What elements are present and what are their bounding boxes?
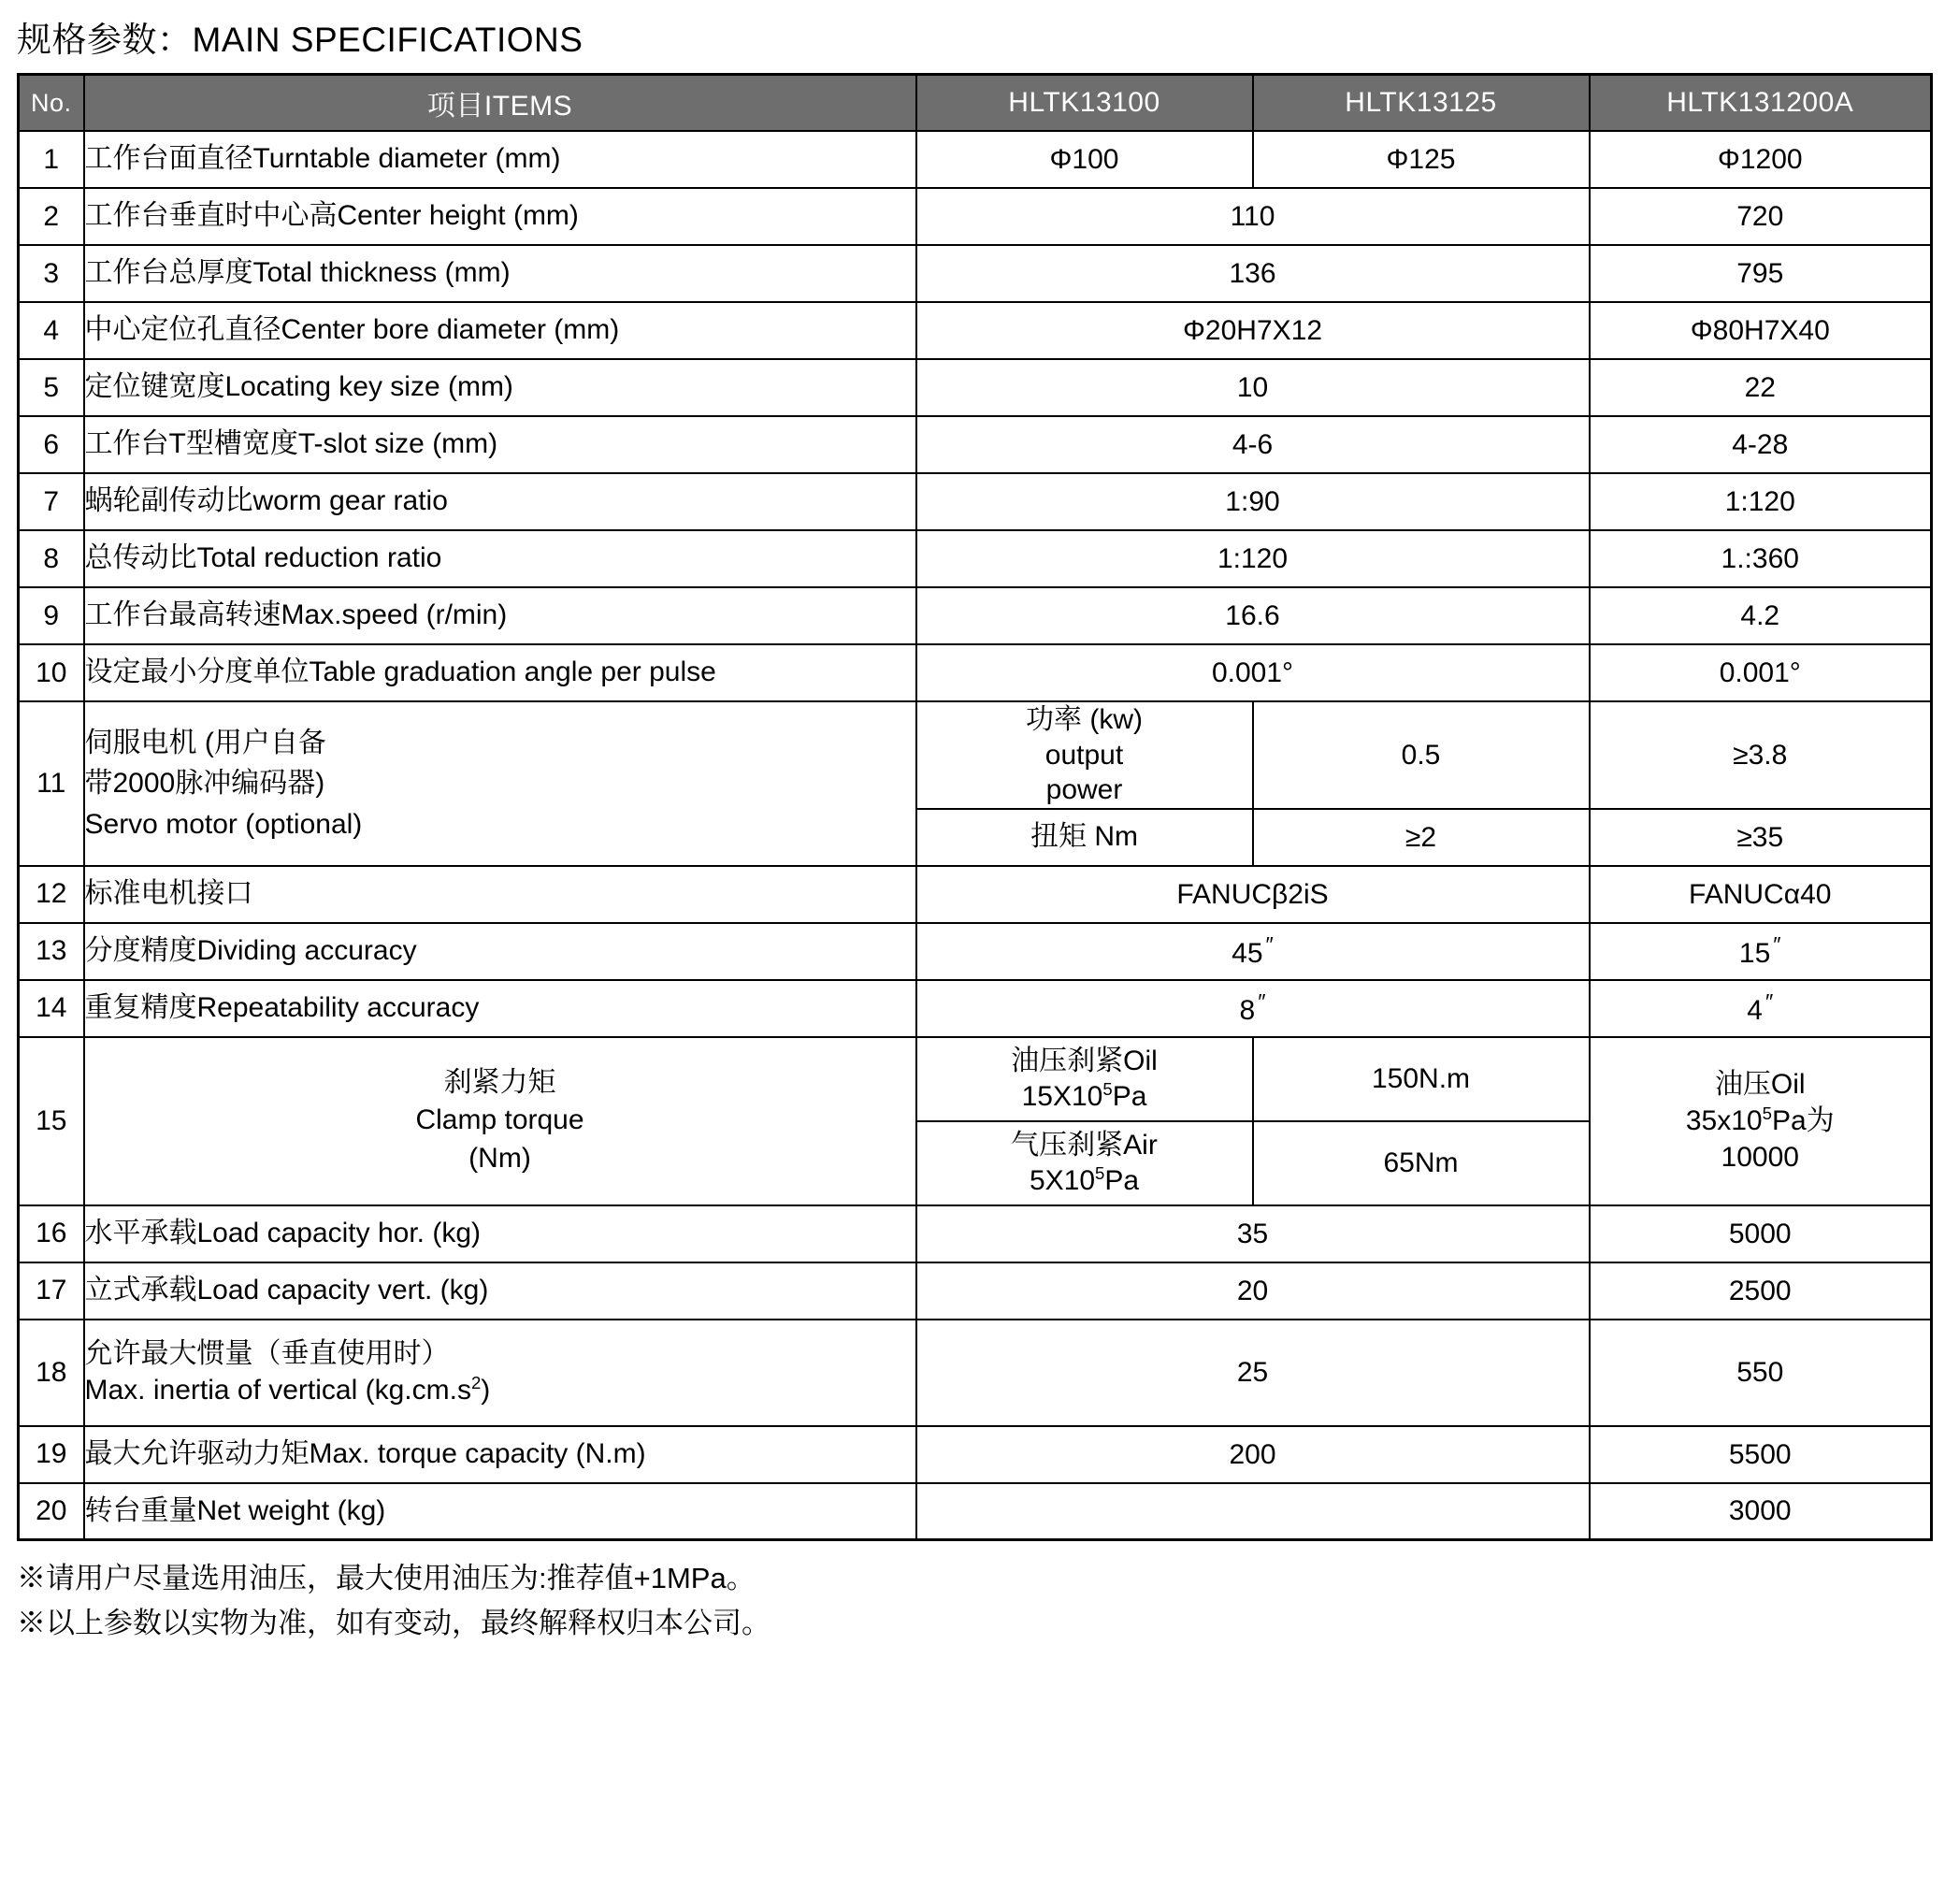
table-row	[19, 416, 1932, 473]
clamp-air-line1: 气压刹紧Air	[1011, 1129, 1158, 1161]
header-hltk13100: HLTK13100	[916, 75, 1253, 132]
row-value-ab	[916, 1483, 1590, 1540]
row-value-c: Φ1200	[1590, 131, 1932, 188]
row-item: 中心定位孔直径Center bore diameter (mm)	[84, 302, 916, 359]
row-no: 19	[19, 1426, 84, 1483]
row-value-ab: 1:120	[916, 530, 1590, 587]
clamp-oil-pressure-post: Pa	[1112, 1081, 1147, 1112]
row-value-c: 795	[1590, 245, 1932, 302]
row-no: 6	[19, 416, 84, 473]
servo-torque-value-ab: ≥2	[1253, 809, 1590, 866]
servo-power-line3: power	[1045, 774, 1123, 805]
table-row	[19, 1205, 1932, 1262]
row-no: 13	[19, 923, 84, 980]
table-row	[19, 188, 1932, 245]
table-row	[19, 1262, 1932, 1320]
page-title: 规格参数：MAIN SPECIFICATIONS	[17, 21, 583, 59]
row-value-ab: 1:90	[916, 473, 1590, 530]
table-row-clamp-oil	[19, 1037, 1932, 1121]
row-item: 最大允许驱动力矩Max. torque capacity (N.m)	[84, 1426, 916, 1483]
header-no: No.	[19, 75, 84, 132]
row-no: 15	[19, 1037, 84, 1205]
table-row	[19, 1483, 1932, 1540]
servo-motor-label	[84, 701, 916, 866]
table-row	[19, 980, 1932, 1037]
row-value-c-unit: ″	[1773, 932, 1781, 957]
row-value-ab	[916, 980, 1590, 1037]
table-row	[19, 302, 1932, 359]
table-row	[19, 530, 1932, 587]
row-no: 3	[19, 245, 84, 302]
row-value-ab: 16.6	[916, 587, 1590, 644]
header-items: 项目ITEMS	[84, 75, 916, 132]
servo-output-power-label	[916, 701, 1253, 809]
inertia-item-label	[84, 1320, 916, 1426]
row-value-c-unit: ″	[1765, 989, 1774, 1014]
clamp-torque-label	[84, 1037, 916, 1205]
footnote-1: ※请用户尽量选用油压，最大使用油压为:推荐值+1MPa。	[17, 1562, 756, 1594]
row-no: 18	[19, 1320, 84, 1426]
row-value-ab: 35	[916, 1205, 1590, 1262]
row-item: 工作台最高转速Max.speed (r/min)	[84, 587, 916, 644]
row-value-c: 1:120	[1590, 473, 1932, 530]
clamp-oil-line1: 油压刹紧Oil	[1011, 1045, 1158, 1076]
row-value-c: 4.2	[1590, 587, 1932, 644]
row-value-c: Φ80H7X40	[1590, 302, 1932, 359]
row-no: 9	[19, 587, 84, 644]
servo-power-line2: output	[1044, 739, 1124, 771]
row-value-ab: FANUCβ2iS	[916, 866, 1590, 923]
row-no: 1	[19, 131, 84, 188]
row-value-c	[1590, 923, 1932, 980]
row-value-ab-unit: ″	[1265, 932, 1274, 957]
row-no: 12	[19, 866, 84, 923]
row-no: 5	[19, 359, 84, 416]
table-row	[19, 245, 1932, 302]
row-no: 8	[19, 530, 84, 587]
servo-label-line3: Servo motor (optional)	[84, 808, 363, 840]
clamp-air-pressure-sup: 5	[1095, 1163, 1105, 1183]
row-item: 分度精度Dividing accuracy	[84, 923, 916, 980]
row-value-c: 3000	[1590, 1483, 1932, 1540]
row-value-c-text: 15	[1738, 938, 1771, 969]
specifications-table	[17, 73, 1933, 1541]
table-row	[19, 131, 1932, 188]
table-row	[19, 1426, 1932, 1483]
row-item: 水平承载Load capacity hor. (kg)	[84, 1205, 916, 1262]
servo-power-line1: 功率 (kw)	[1026, 704, 1143, 735]
row-value-c: 0.001°	[1590, 644, 1932, 701]
row-value-ab: 200	[916, 1426, 1590, 1483]
row-value-c	[1590, 980, 1932, 1037]
row-value-c: 1.:360	[1590, 530, 1932, 587]
row-value-c: 2500	[1590, 1262, 1932, 1320]
inertia-line2-pre: Max. inertia of vertical (kg.cm.s	[84, 1375, 471, 1406]
table-row	[19, 359, 1932, 416]
row-no: 2	[19, 188, 84, 245]
header-hltk13125: HLTK13125	[1253, 75, 1590, 132]
row-value-ab: Φ20H7X12	[916, 302, 1590, 359]
row-value-ab: 20	[916, 1262, 1590, 1320]
clamp-oil-pressure-sup: 5	[1102, 1079, 1113, 1099]
row-value-c-text: 4	[1747, 995, 1763, 1026]
servo-power-value-c: ≥3.8	[1590, 701, 1932, 809]
clamp-air-pressure-post: Pa	[1104, 1165, 1140, 1196]
table-row-servo-power	[19, 701, 1932, 809]
row-no: 14	[19, 980, 84, 1037]
clamp-label-line3: (Nm)	[468, 1142, 531, 1174]
clamp-air-value-ab: 65Nm	[1253, 1121, 1590, 1205]
row-value-ab-text: 8	[1239, 995, 1256, 1026]
row-item: 标准电机接口	[84, 866, 916, 923]
servo-torque-label: 扭矩 Nm	[916, 809, 1253, 866]
row-item: 定位键宽度Locating key size (mm)	[84, 359, 916, 416]
row-value-ab-unit: ″	[1258, 989, 1266, 1014]
row-value-ab: 136	[916, 245, 1590, 302]
clamp-air-label	[916, 1121, 1253, 1205]
table-row-inertia	[19, 1320, 1932, 1426]
row-item: 立式承载Load capacity vert. (kg)	[84, 1262, 916, 1320]
inertia-line2-post: )	[481, 1375, 491, 1406]
row-no: 11	[19, 701, 84, 866]
row-value-ab: 4-6	[916, 416, 1590, 473]
table-row	[19, 644, 1932, 701]
header-hltk131200a: HLTK131200A	[1590, 75, 1932, 132]
row-value-ab: 110	[916, 188, 1590, 245]
row-no: 4	[19, 302, 84, 359]
row-no: 7	[19, 473, 84, 530]
table-row	[19, 923, 1932, 980]
row-item: 工作台垂直时中心高Center height (mm)	[84, 188, 916, 245]
row-no: 16	[19, 1205, 84, 1262]
row-value-ab: 25	[916, 1320, 1590, 1426]
row-value-c: 720	[1590, 188, 1932, 245]
row-item: 转台重量Net weight (kg)	[84, 1483, 916, 1540]
row-value-c: FANUCα40	[1590, 866, 1932, 923]
row-item: 工作台面直径Turntable diameter (mm)	[84, 131, 916, 188]
row-value-b: Φ125	[1253, 131, 1590, 188]
servo-label-line2: 带2000脉冲编码器)	[84, 768, 325, 799]
clamp-oil-label	[916, 1037, 1253, 1121]
servo-torque-value-c: ≥35	[1590, 809, 1932, 866]
row-value-ab-text: 45	[1232, 938, 1263, 969]
row-item: 工作台总厚度Total thickness (mm)	[84, 245, 916, 302]
row-no: 17	[19, 1262, 84, 1320]
row-value-c: 4-28	[1590, 416, 1932, 473]
inertia-line2-sup: 2	[470, 1373, 482, 1392]
clamp-c-pressure-post: Pa为	[1771, 1105, 1835, 1136]
clamp-oil-value-ab: 150N.m	[1253, 1037, 1590, 1121]
row-value-ab	[916, 923, 1590, 980]
footnote-2: ※以上参数以实物为准，如有变动，最终解释权归本公司。	[17, 1607, 771, 1640]
row-value-c: 5000	[1590, 1205, 1932, 1262]
clamp-label-line1: 刹紧力矩	[443, 1066, 556, 1098]
clamp-label-line2: Clamp torque	[415, 1104, 584, 1136]
row-item: 工作台T型槽宽度T-slot size (mm)	[84, 416, 916, 473]
table-row	[19, 473, 1932, 530]
row-value-c: 22	[1590, 359, 1932, 416]
row-item: 总传动比Total reduction ratio	[84, 530, 916, 587]
clamp-oil-pressure-pre: 15X10	[1021, 1081, 1103, 1112]
table-row	[19, 866, 1932, 923]
clamp-c-pressure-sup: 5	[1762, 1103, 1772, 1123]
clamp-value-c	[1590, 1037, 1932, 1205]
row-item: 重复精度Repeatability accuracy	[84, 980, 916, 1037]
inertia-line1: 允许最大惯量（垂直使用时）	[84, 1337, 450, 1369]
row-value-ab: 10	[916, 359, 1590, 416]
row-value-a: Φ100	[916, 131, 1253, 188]
servo-power-value-ab: 0.5	[1253, 701, 1590, 809]
clamp-c-line3: 10000	[1721, 1142, 1799, 1173]
row-no: 10	[19, 644, 84, 701]
row-item: 蜗轮副传动比worm gear ratio	[84, 473, 916, 530]
clamp-c-line1: 油压Oil	[1714, 1069, 1806, 1100]
clamp-air-pressure-pre: 5X10	[1029, 1165, 1096, 1196]
row-value-c: 5500	[1590, 1426, 1932, 1483]
row-no: 20	[19, 1483, 84, 1540]
table-row	[19, 587, 1932, 644]
row-value-c: 550	[1590, 1320, 1932, 1426]
row-item: 设定最小分度单位Table graduation angle per pulse	[84, 644, 916, 701]
footnotes	[17, 1556, 1933, 1646]
table-header-row	[19, 75, 1932, 132]
clamp-c-pressure-pre: 35x10	[1685, 1105, 1763, 1136]
row-value-ab: 0.001°	[916, 644, 1590, 701]
servo-label-line1: 伺服电机 (用户自备	[84, 727, 326, 758]
